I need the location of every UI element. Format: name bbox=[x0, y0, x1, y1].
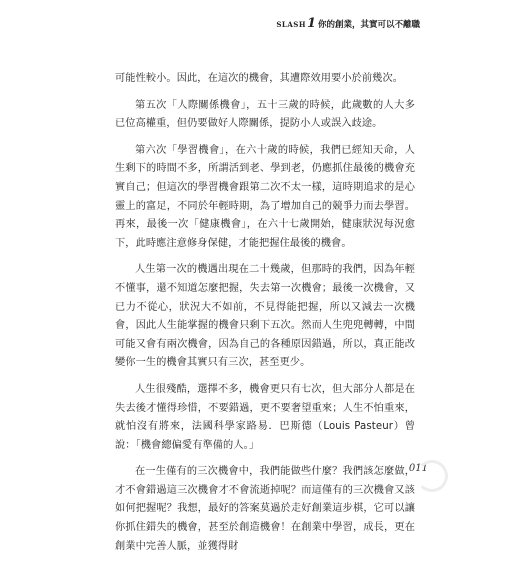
brand-number: 1 bbox=[306, 16, 316, 31]
chapter-subtitle: 你的創業，其實可以不離職 bbox=[317, 20, 420, 30]
paragraph: 第六次「學習機會」，在六十歲的時候，我們已經知天命，人生剩下的時間不多，所謂活到老、學到老，仍應抓住最後的機會充實自己；但這次的學習機會跟第二次不太一樣，這時期追求的是心靈上的富足，不同於年輕時期，為了增加自己的競爭力而去學習。再來，最後一次「健康機會」，在六十七歲開始，健康狀況每況愈下，此時應注意修身保健，才能把握住最後的機會。 bbox=[115, 144, 415, 249]
paragraph: 第五次「人際關係機會」，五十三歲的時候，此歲數的人大多已位高權重，但仍要做好人際關係，提防小人或誤入歧途。 bbox=[115, 99, 415, 130]
paragraph: 在一生僅有的三次機會中，我們能做些什麼？我們該怎麼做，才不會錯過這三次機會才不會流逝掉呢？而這僅有的三次機會又該如何把握呢？我想，最好的答案莫過於走好創業這步棋，它可以讓你抓住錯失的機會，甚至於創造機會！在創業中學習，成長，更在創業中完善人脈，並獲得財 bbox=[115, 466, 415, 552]
brand-wordmark: SLASH bbox=[276, 20, 306, 29]
page-number: 011 bbox=[408, 463, 428, 474]
paragraph: 可能性較小。因此，在這次的機會，其遭際效用要小於前幾次。 bbox=[115, 73, 404, 84]
body-text bbox=[115, 70, 415, 564]
corner-decoration bbox=[416, 460, 448, 492]
running-header bbox=[276, 16, 420, 31]
paragraph: 人生很殘酷，選擇不多，機會更只有七次，但大部分人都是在失去後才懂得珍惜，不要錯過，更不要奢望重來；人生不怕重來，就怕沒有將來，法國科學家路易．巴斯德（Louis Pasteur）曾說：「機會總偏愛有準備的人。」 bbox=[115, 383, 415, 451]
paragraph: 人生第一次的機遇出現在二十幾歲，但那時的我們，因為年輕不懂事，還不知道怎麼把握，失去第一次機會；最後一次機會，又已力不從心，狀況大不如前，不見得能把握，所以又減去一次機會，因此人生能掌握的機會只剩下五次。然而人生兜兜轉轉，中間可能又會有兩次機會，因為自己的各種原因錯過，所以，真正能改變你一生的機會其實只有三次，甚至更少。 bbox=[115, 264, 415, 369]
